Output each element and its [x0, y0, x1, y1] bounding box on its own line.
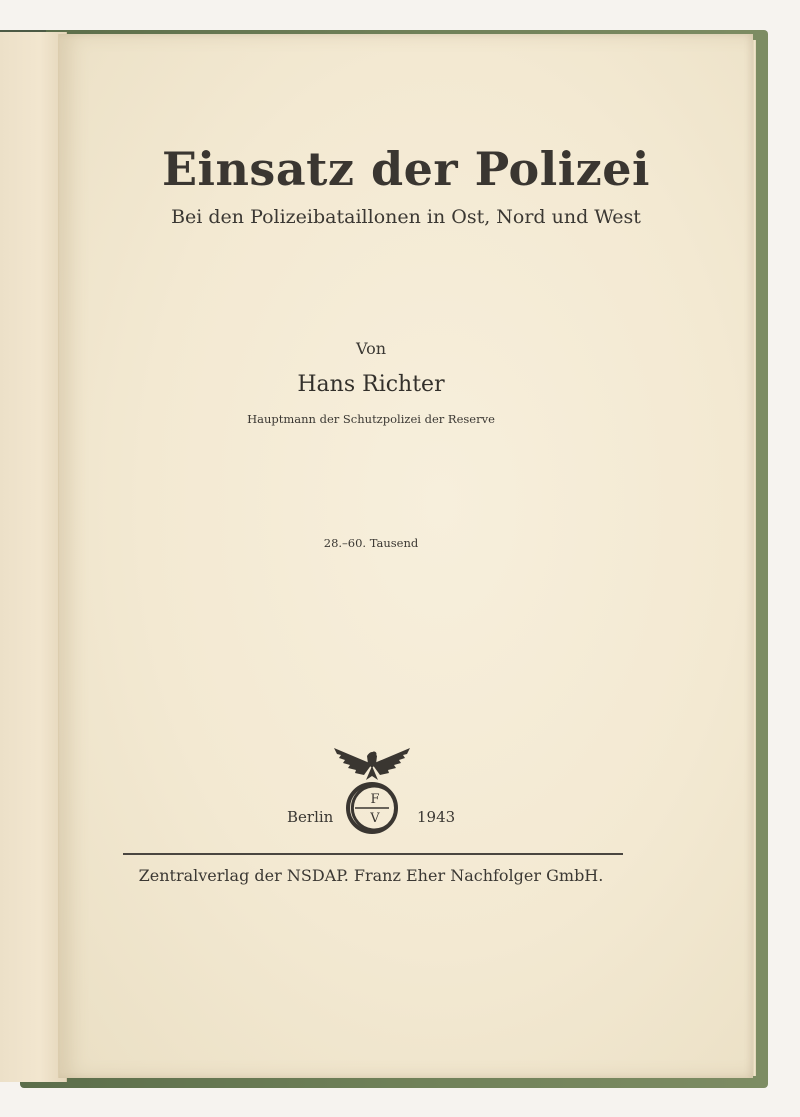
author-name: Hans Richter	[297, 372, 445, 397]
emblem-letter-f: F	[370, 792, 380, 807]
by-label: Von	[355, 339, 387, 358]
book-subtitle: Bei den Polizeibataillonen in Ost, Nord und West	[171, 206, 641, 228]
emblem-letter-v: V	[370, 811, 380, 826]
title-page	[58, 34, 753, 1078]
eagle-emblem-icon	[329, 742, 415, 842]
edition-note: 28.–60. Tausend	[323, 536, 419, 550]
book-title: Einsatz der Polizei	[161, 142, 651, 196]
publication-place: Berlin	[287, 808, 334, 826]
publisher-line: Zentralverlag der NSDAP. Franz Eher Nachfolger GmbH.	[138, 866, 604, 885]
publication-year: 1943	[417, 808, 456, 826]
divider-rule	[123, 853, 623, 855]
author-rank: Hauptmann der Schutzpolizei der Reserve	[247, 412, 495, 426]
facing-page-edge	[0, 32, 67, 1082]
